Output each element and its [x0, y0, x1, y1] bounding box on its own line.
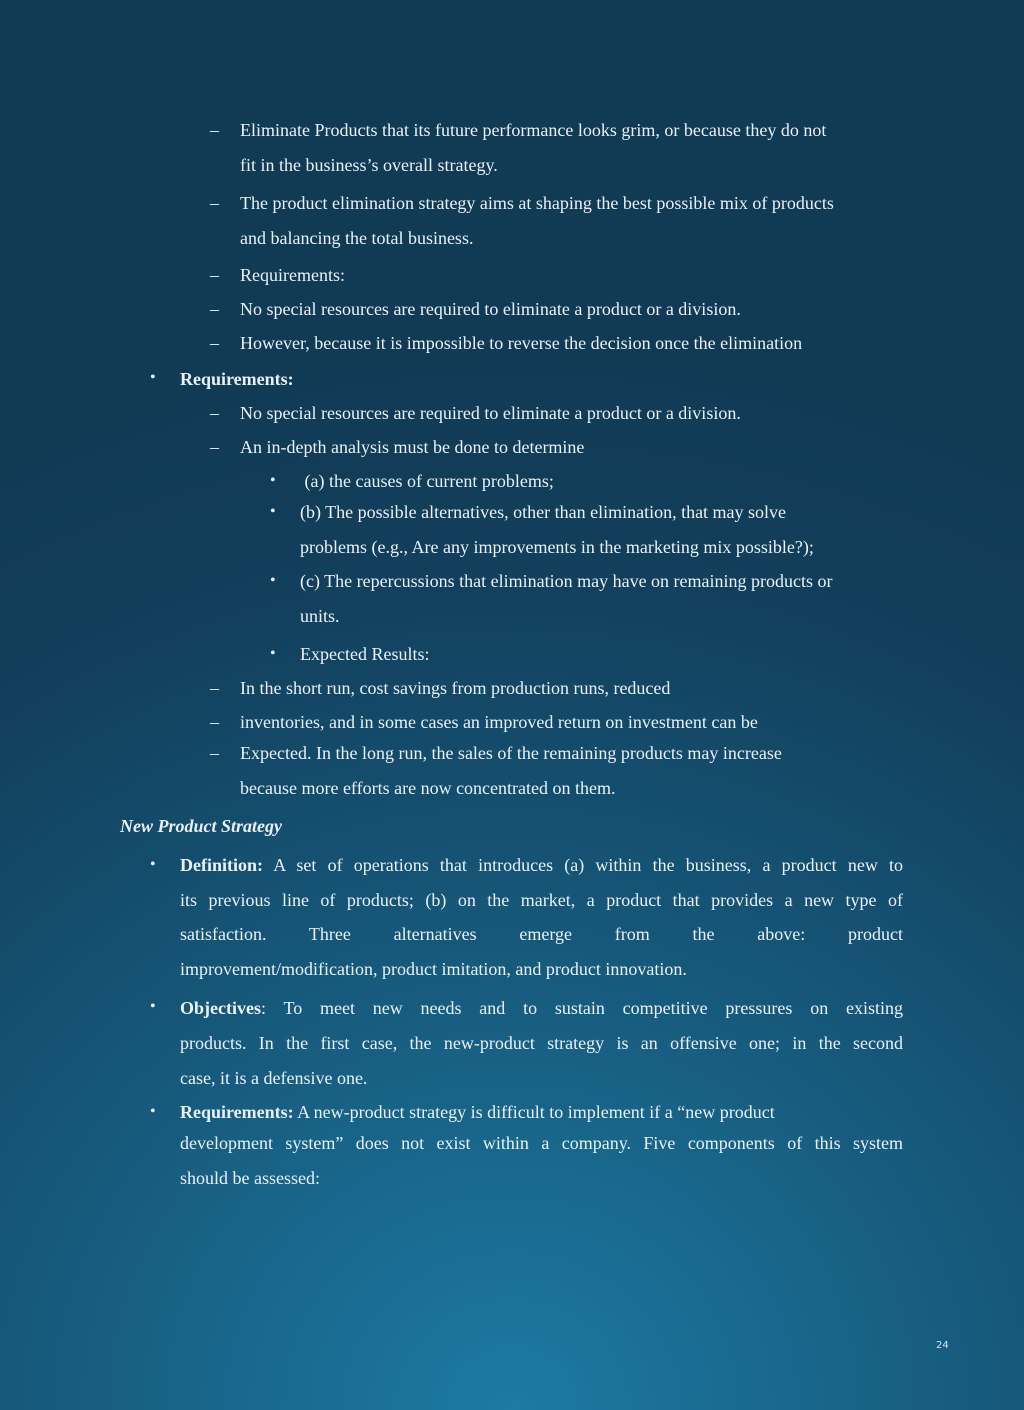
objectives-line	[180, 996, 903, 1020]
definition-line: improvement/modification, product imitation, and product innovation.	[180, 959, 687, 979]
bullet-marker: •	[270, 503, 276, 520]
definition-line	[180, 853, 903, 877]
dash-item-text: An in-depth analysis must be done to determine	[240, 437, 585, 457]
requirements-line: development system” does not exist within a company. Five components of this system	[180, 1133, 903, 1153]
bullet-marker: •	[270, 472, 276, 489]
dash-item-text: No special resources are required to eliminate a product or a division.	[240, 299, 741, 319]
dash-marker: –	[210, 299, 219, 319]
sub-item-text: Expected Results:	[300, 644, 430, 664]
objectives-line: products. In the first case, the new-product strategy is an offensive one; in the second	[180, 1033, 903, 1053]
dash-item-text: because more efforts are now concentrated on them.	[240, 778, 616, 798]
dash-item-text: In the short run, cost savings from production runs, reduced	[240, 678, 671, 698]
requirements-label: Requirements:	[180, 1102, 294, 1122]
dash-item-text: Eliminate Products that its future performance looks grim, or because they do not	[240, 120, 827, 140]
dash-marker: –	[210, 193, 219, 213]
objectives-text: : To meet new needs and to sustain competitive pressures on existing	[260, 998, 903, 1018]
dash-marker: –	[210, 678, 219, 698]
objectives-label: Objectives	[180, 998, 261, 1018]
definition-text: A set of operations that introduces (a) within the business, a product new to	[263, 855, 903, 875]
requirements-heading: Requirements:	[180, 369, 294, 389]
definition-line: satisfaction. Three alternatives emerge from the above: product	[180, 924, 903, 944]
dash-marker: –	[210, 437, 219, 457]
section-heading: New Product Strategy	[120, 816, 282, 836]
dash-item-text: No special resources are required to eliminate a product or a division.	[240, 403, 741, 423]
requirements-text: A new-product strategy is difficult to implement if a “new product	[293, 1102, 775, 1122]
dash-marker: –	[210, 743, 219, 763]
dash-marker: –	[210, 265, 219, 285]
definition-line: its previous line of products; (b) on the market, a product that provides a new type of	[180, 890, 903, 910]
bullet-marker: •	[150, 856, 156, 873]
sub-item-text: problems (e.g., Are any improvements in the marketing mix possible?);	[300, 537, 814, 557]
dash-marker: –	[210, 120, 219, 140]
bullet-marker: •	[150, 998, 156, 1015]
bullet-marker: •	[270, 645, 276, 662]
dash-marker: –	[210, 712, 219, 732]
bullet-marker: •	[270, 572, 276, 589]
dash-item-text: inventories, and in some cases an improved return on investment can be	[240, 712, 758, 732]
requirements-line	[180, 1100, 775, 1124]
page-number: 24	[936, 1340, 949, 1351]
dash-item-text: and balancing the total business.	[240, 228, 474, 248]
dash-marker: –	[210, 333, 219, 353]
dash-marker: –	[210, 403, 219, 423]
dash-item-text: Requirements:	[240, 265, 345, 285]
dash-item-text: The product elimination strategy aims at shaping the best possible mix of products	[240, 193, 834, 213]
bullet-marker: •	[150, 1103, 156, 1120]
dash-item-text: Expected. In the long run, the sales of the remaining products may increase	[240, 743, 782, 763]
dash-item-text: However, because it is impossible to reverse the decision once the elimination	[240, 333, 803, 353]
dash-item-text: fit in the business’s overall strategy.	[240, 155, 498, 175]
sub-item-text: units.	[300, 606, 340, 626]
sub-item-text: (c) The repercussions that elimination may have on remaining products or	[300, 571, 833, 591]
requirements-line: should be assessed:	[180, 1168, 320, 1188]
sub-item-text: (b) The possible alternatives, other than elimination, that may solve	[300, 502, 787, 522]
sub-item-text: (a) the causes of current problems;	[300, 471, 554, 491]
bullet-marker: •	[150, 369, 156, 386]
definition-label: Definition:	[180, 855, 263, 875]
objectives-line: case, it is a defensive one.	[180, 1068, 368, 1088]
